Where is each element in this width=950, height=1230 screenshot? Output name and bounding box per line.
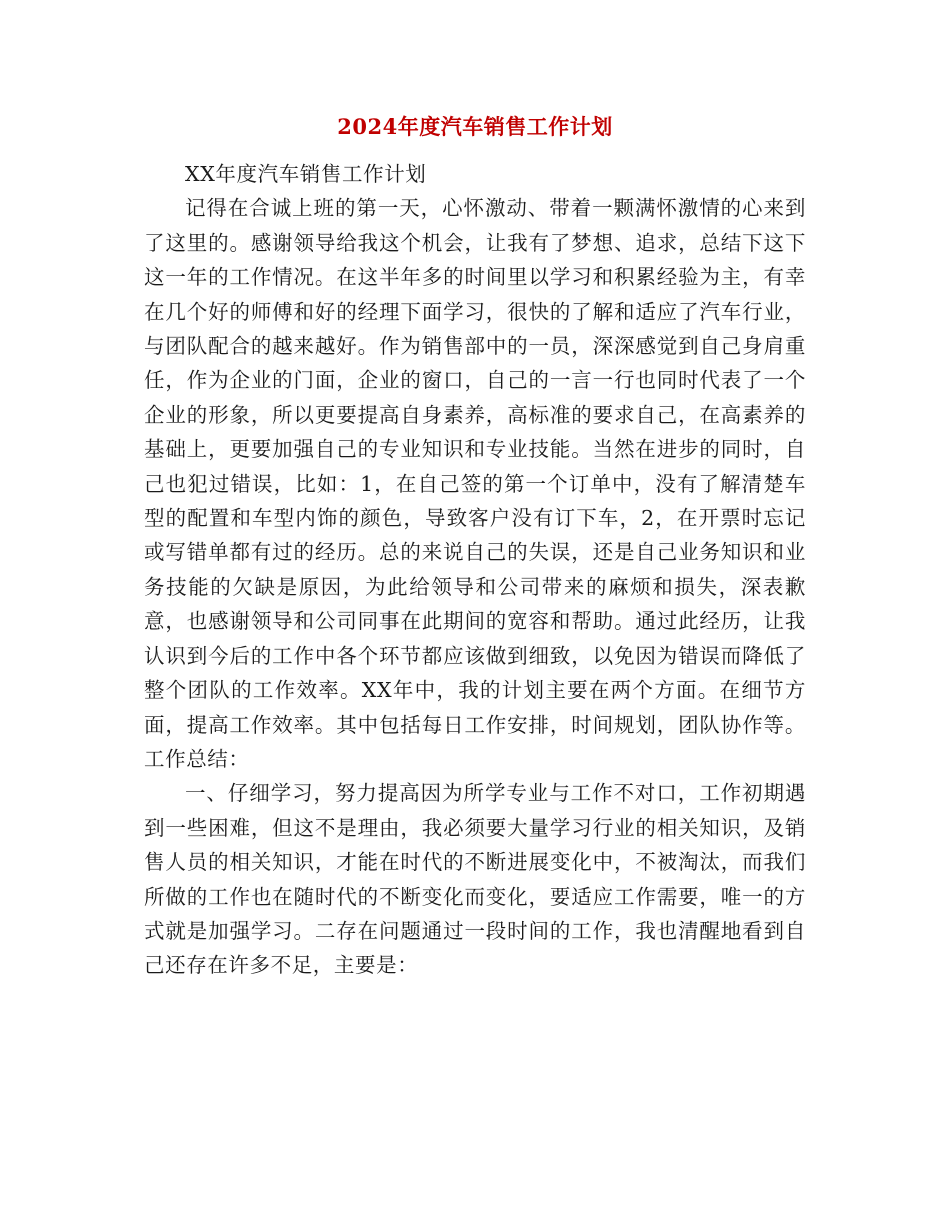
body-paragraph: 记得在合诚上班的第一天，心怀激动、带着一颗满怀激情的心来到了这里的。感谢领导给我这个机会，让我有了梦想、追求，总结下这下这一年的工作情况。在这半年多的时间里以学习和积累经验为主，有幸在几个好的师傅和好的经理下面学习，很快的了解和适应了汽车行业，与团队配合的越来越好。作为销售部中的一员，深深感觉到自己身肩重任，作为企业的门面，企业的窗口，自己的一言一行也同时代表了一个企业的形象，所以更要提高自身素养，高标准的要求自己，在高素养的基础上，更要加强自己的专业知识和专业技能。当然在进步的同时，自己也犯过错误，比如：1，在自己签的第一个订单中，没有了解清楚车型的配置和车型内饰的颜色，导致客户没有订下车，2，在开票时忘记或写错单都有过的经历。总的来说自己的失误，还是自己业务知识和业务技能的欠缺是原因，为此给领导和公司带来的麻烦和损失，深表歉意，也感谢领导和公司同事在此期间的宽容和帮助。通过此经历，让我认识到今后的工作中各个环节都应该做到细致，以免因为错误而降低了整个团队的工作效率。XX年中，我的计划主要在两个方面。在细节方面，提高工作效率。其中包括每日工作安排，时间规划，团队协作等。工作总结： (144, 196, 806, 771)
body-paragraph: 一、仔细学习，努力提高因为所学专业与工作不对口，工作初期遇到一些困难，但这不是理由，我必须要大量学习行业的相关知识，及销售人员的相关知识，才能在时代的不断进展变化中，不被淘汰，而我们所做的工作也在随时代的不断变化而变化，要适应工作需要，唯一的方式就是加强学习。二存在问题通过一段时间的工作，我也清醒地看到自己还存在许多不足，主要是： (144, 781, 806, 978)
document-title: 2024年度汽车销售工作计划 (337, 114, 613, 139)
subtitle-paragraph: XX年度汽车销售工作计划 (185, 162, 427, 186)
document-body (144, 157, 806, 983)
